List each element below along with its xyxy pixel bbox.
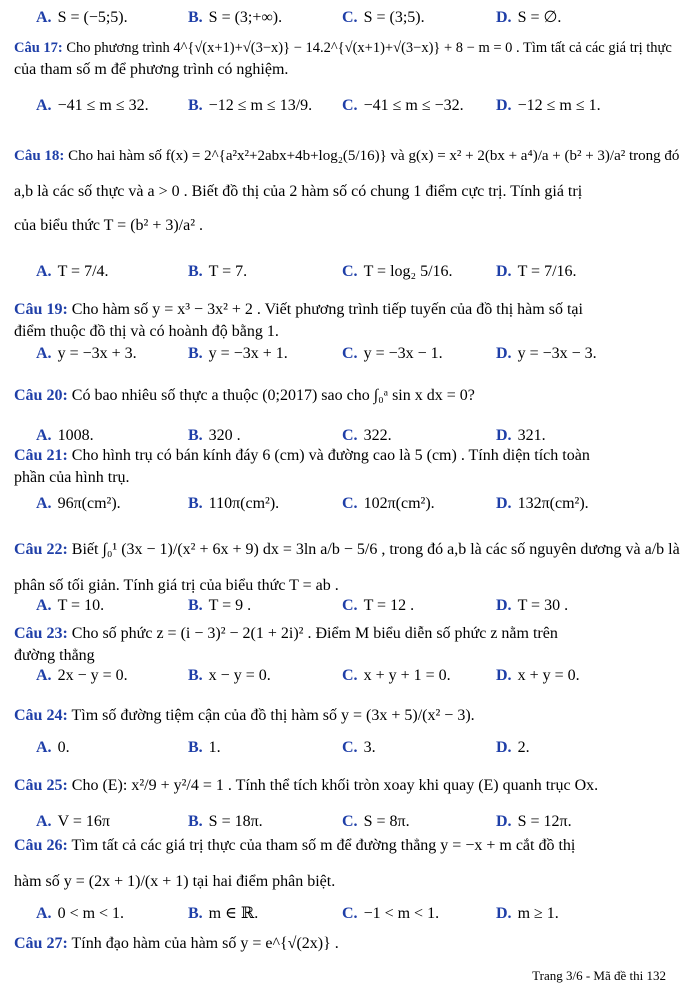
q22-option-b: B. T = 9 .: [188, 597, 252, 614]
question-22-line-2: phân số tối giản. Tính giá trị của biểu thức T = ab .: [14, 577, 339, 594]
q23-option-d: D. x + y = 0.: [496, 667, 580, 684]
q21-option-a: A. 96π(cm²).: [36, 495, 121, 512]
q17-option-c: C. −41 ≤ m ≤ −32.: [342, 97, 464, 114]
q20-option-b: B. 320 .: [188, 427, 241, 444]
question-21-line-1: Câu 21: Cho hình trụ có bán kính đáy 6 (cm) và đường cao là 5 (cm) . Tính diện tích toàn: [14, 447, 590, 464]
q21-option-d: D. 132π(cm²).: [496, 495, 589, 512]
question-23-line-1: Câu 23: Cho số phức z = (i − 3)² − 2(1 + 2i)² . Điểm M biểu diễn số phức z nằm trên: [14, 625, 558, 642]
q26-option-a: A. 0 < m < 1.: [36, 905, 125, 922]
q20-option-a: A. 1008.: [36, 427, 94, 444]
q24-option-c: C. 3.: [342, 739, 376, 756]
q25-option-b: B. S = 18π.: [188, 813, 263, 830]
question-18-line-3: của biểu thức T = (b² + 3)/a² .: [14, 217, 204, 234]
q22-option-a: A. T = 10.: [36, 597, 105, 614]
q21-option-c: C. 102π(cm²).: [342, 495, 435, 512]
question-19-line-2: điểm thuộc đồ thị và có hoành độ bằng 1.: [14, 323, 279, 340]
q23-option-a: A. 2x − y = 0.: [36, 667, 128, 684]
q24-option-b: B. 1.: [188, 739, 221, 756]
q16-option-b: B. S = (3;+∞).: [188, 9, 283, 26]
q16-option-a: A. S = (−5;5).: [36, 9, 128, 26]
q26-option-d: D. m ≥ 1.: [496, 905, 559, 922]
q17-option-a: A. −41 ≤ m ≤ 32.: [36, 97, 149, 114]
q24-option-d: D. 2.: [496, 739, 530, 756]
q17-option-b: B. −12 ≤ m ≤ 13/9.: [188, 97, 313, 114]
question-26-line-2: hàm số y = (2x + 1)/(x + 1) tại hai điểm phân biệt.: [14, 873, 336, 890]
q16-option-d: D. S = ∅.: [496, 9, 562, 26]
q19-option-c: C. y = −3x − 1.: [342, 345, 443, 362]
question-19-line-1: Câu 19: Cho hàm số y = x³ − 3x² + 2 . Viết phương trình tiếp tuyến của đồ thị hàm số tại: [14, 301, 583, 318]
q20-option-d: D. 321.: [496, 427, 546, 444]
q25-option-c: C. S = 8π.: [342, 813, 410, 830]
question-27-line-1: Câu 27: Tính đạo hàm của hàm số y = e^{√(2x)} .: [14, 935, 339, 952]
q20-option-c: C. 322.: [342, 427, 392, 444]
question-22-line-1: Câu 22: Biết ∫₀¹ (3x − 1)/(x² + 6x + 9) dx = 3ln a/b − 5/6 , trong đó a,b là các số nguyên dương và a/b là: [14, 541, 680, 558]
q17-option-d: D. −12 ≤ m ≤ 1.: [496, 97, 601, 114]
question-17-line-2: của tham số m để phương trình có nghiệm.: [14, 61, 289, 78]
q18-option-c: C. T = log₂ 5/16.: [342, 263, 453, 280]
question-21-line-2: phần của hình trụ.: [14, 469, 130, 486]
q19-option-a: A. y = −3x + 3.: [36, 345, 137, 362]
q18-option-a: A. T = 7/4.: [36, 263, 109, 280]
question-24-line-1: Câu 24: Tìm số đường tiệm cận của đồ thị hàm số y = (3x + 5)/(x² − 3).: [14, 707, 475, 724]
q25-option-d: D. S = 12π.: [496, 813, 572, 830]
q26-option-b: B. m ∈ ℝ.: [188, 905, 259, 922]
q22-option-c: C. T = 12 .: [342, 597, 415, 614]
q21-option-b: B. 110π(cm²).: [188, 495, 280, 512]
question-20-line-1: Câu 20: Có bao nhiêu số thực a thuộc (0;2017) sao cho ∫₀ᵃ sin x dx = 0?: [14, 387, 475, 404]
q18-option-d: D. T = 7/16.: [496, 263, 577, 280]
q26-option-c: C. −1 < m < 1.: [342, 905, 440, 922]
q24-option-a: A. 0.: [36, 739, 70, 756]
q16-option-c: C. S = (3;5).: [342, 9, 425, 26]
q22-option-d: D. T = 30 .: [496, 597, 569, 614]
question-17-line-1: Câu 17: Cho phương trình 4^{√(x+1)+√(3−x)} − 14.2^{√(x+1)+√(3−x)} + 8 − m = 0 . Tìm tất cả các giá trị thực: [14, 40, 672, 56]
question-18-line-1: Câu 18: Cho hai hàm số f(x) = 2^{a²x²+2abx+4b+log₂(5/16)} và g(x) = x² + 2(bx + a⁴)/a + (b² + 3)/a² trong đó: [14, 148, 680, 164]
q19-option-d: D. y = −3x − 3.: [496, 345, 597, 362]
q18-option-b: B. T = 7.: [188, 263, 248, 280]
page-footer: Trang 3/6 - Mã đề thi 132: [532, 968, 666, 983]
question-18-line-2: a,b là các số thực và a > 0 . Biết đồ thị của 2 hàm số có chung 1 điểm cực trị. Tính giá trị: [14, 183, 583, 200]
question-25-line-1: Câu 25: Cho (E): x²/9 + y²/4 = 1 . Tính thể tích khối tròn xoay khi quay (E) quanh trục Ox.: [14, 777, 599, 794]
q19-option-b: B. y = −3x + 1.: [188, 345, 288, 362]
q25-option-a: A. V = 16π: [36, 813, 110, 830]
q23-option-b: B. x − y = 0.: [188, 667, 271, 684]
question-26-line-1: Câu 26: Tìm tất cả các giá trị thực của tham số m để đường thẳng y = −x + m cắt đồ thị: [14, 837, 576, 854]
q23-option-c: C. x + y + 1 = 0.: [342, 667, 451, 684]
question-23-line-2: đường thẳng: [14, 647, 95, 664]
